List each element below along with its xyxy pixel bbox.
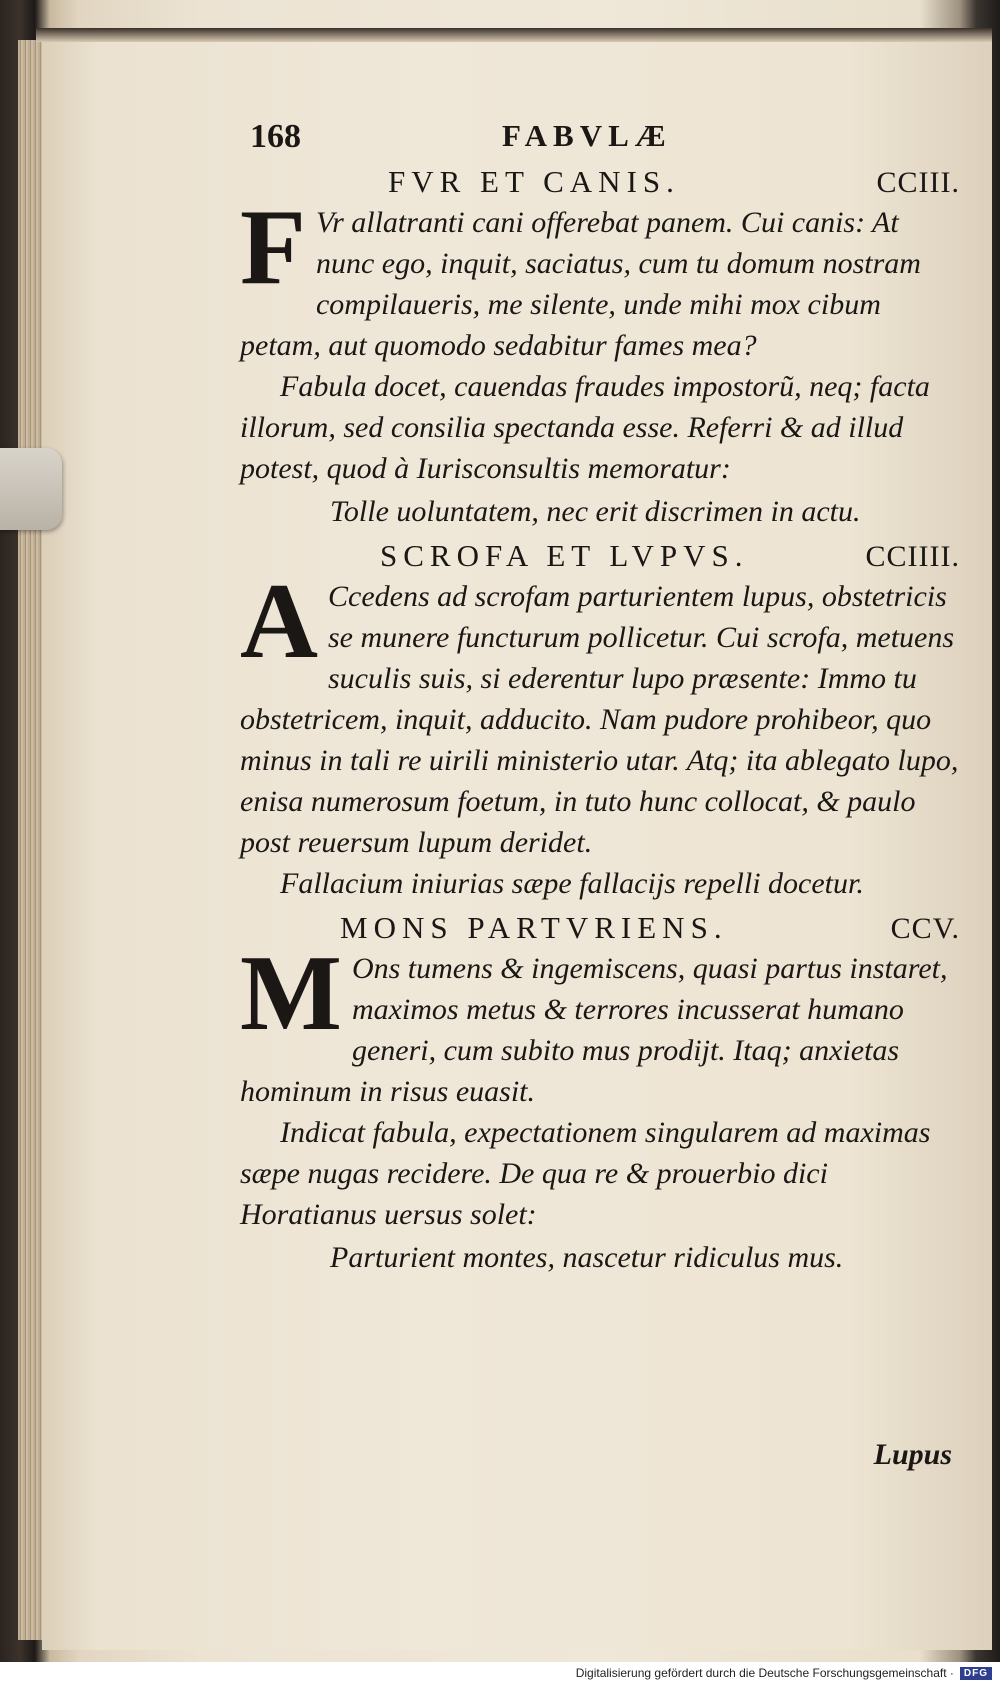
fable-title-line — [240, 910, 960, 948]
fable-text — [240, 562, 960, 863]
fable-3 — [240, 910, 960, 1278]
drop-cap: F — [240, 188, 306, 307]
bookmark-strip — [0, 448, 62, 530]
fable-2 — [240, 538, 960, 904]
fable-title: SCROFA ET LVPVS. — [380, 538, 749, 573]
page-header — [240, 118, 960, 158]
fable-number: CCIIII. — [865, 540, 960, 573]
fable-1 — [240, 164, 960, 532]
fable-body: Vr allatranti cani offerebat panem. Cui canis: At nunc ego, inquit, saciatus, cum tu domum nostram compilaueris, me silente, unde mihi mox cibum petam, aut quomodo sedabitur fames mea? — [240, 206, 921, 362]
catchword: Lupus — [873, 1438, 952, 1471]
fable-body: Ons tumens & ingemiscens, quasi partus instaret, maximos metus & terrores incusserat humano generi, cum subito mus prodijt. Itaq; anxietas hominum in risus euasit. — [240, 952, 948, 1108]
running-head: FABVLÆ — [502, 118, 672, 153]
dfg-logo: DFG — [960, 1667, 992, 1680]
drop-cap: A — [240, 562, 318, 681]
fable-moral: Fallacium iniurias sæpe fallacijs repelli docetur. — [280, 867, 864, 900]
page-number: 168 — [250, 118, 301, 155]
footer-text: Digitalisierung gefördert durch die Deutsche Forschungsgemeinschaft · — [575, 1666, 954, 1680]
fable-body: Ccedens ad scrofam parturientem lupus, obstetricis se munere functurum pollicetur. Cui scrofa, metuens suculis suis, si ederentur lupo præsente: Immo tu obstetricem, inquit, adducito. Nam pudore prohibeor, quo minus in tali re uirili ministerio utar. Atq; ita ablegato lupo, enisa numerosum foetum, in tuto hunc collocat, & paulo post reuersum lupum deridet. — [240, 580, 959, 859]
fable-moral: Fabula docet, cauendas fraudes impostorũ, neq; facta illorum, sed consilia spectanda esse. Referri & ad illud potest, quod à Iurisconsultis memoratur: — [240, 370, 930, 485]
fable-text — [240, 934, 960, 1112]
fable-moral: Indicat fabula, expectationem singularem ad maximas sæpe nugas recidere. De qua re & prouerbio dici Horatianus uersus solet: — [240, 1116, 931, 1231]
fable-text — [240, 188, 960, 366]
fable-title-line — [240, 538, 960, 576]
footer-credit — [576, 1666, 992, 1680]
fable-title: FVR ET CANIS. — [388, 164, 680, 199]
fable-verse: Parturient montes, nascetur ridiculus mus. — [330, 1241, 844, 1274]
fable-number: CCIII. — [876, 166, 960, 199]
page-text — [240, 118, 960, 1471]
page-top-edge — [36, 28, 992, 42]
fable-verse: Tolle uoluntatem, nec erit discrimen in actu. — [330, 495, 861, 528]
fable-number: CCV. — [890, 912, 960, 945]
fable-title: MONS PARTVRIENS. — [340, 910, 728, 945]
fable-title-line — [240, 164, 960, 202]
drop-cap: M — [240, 934, 342, 1053]
